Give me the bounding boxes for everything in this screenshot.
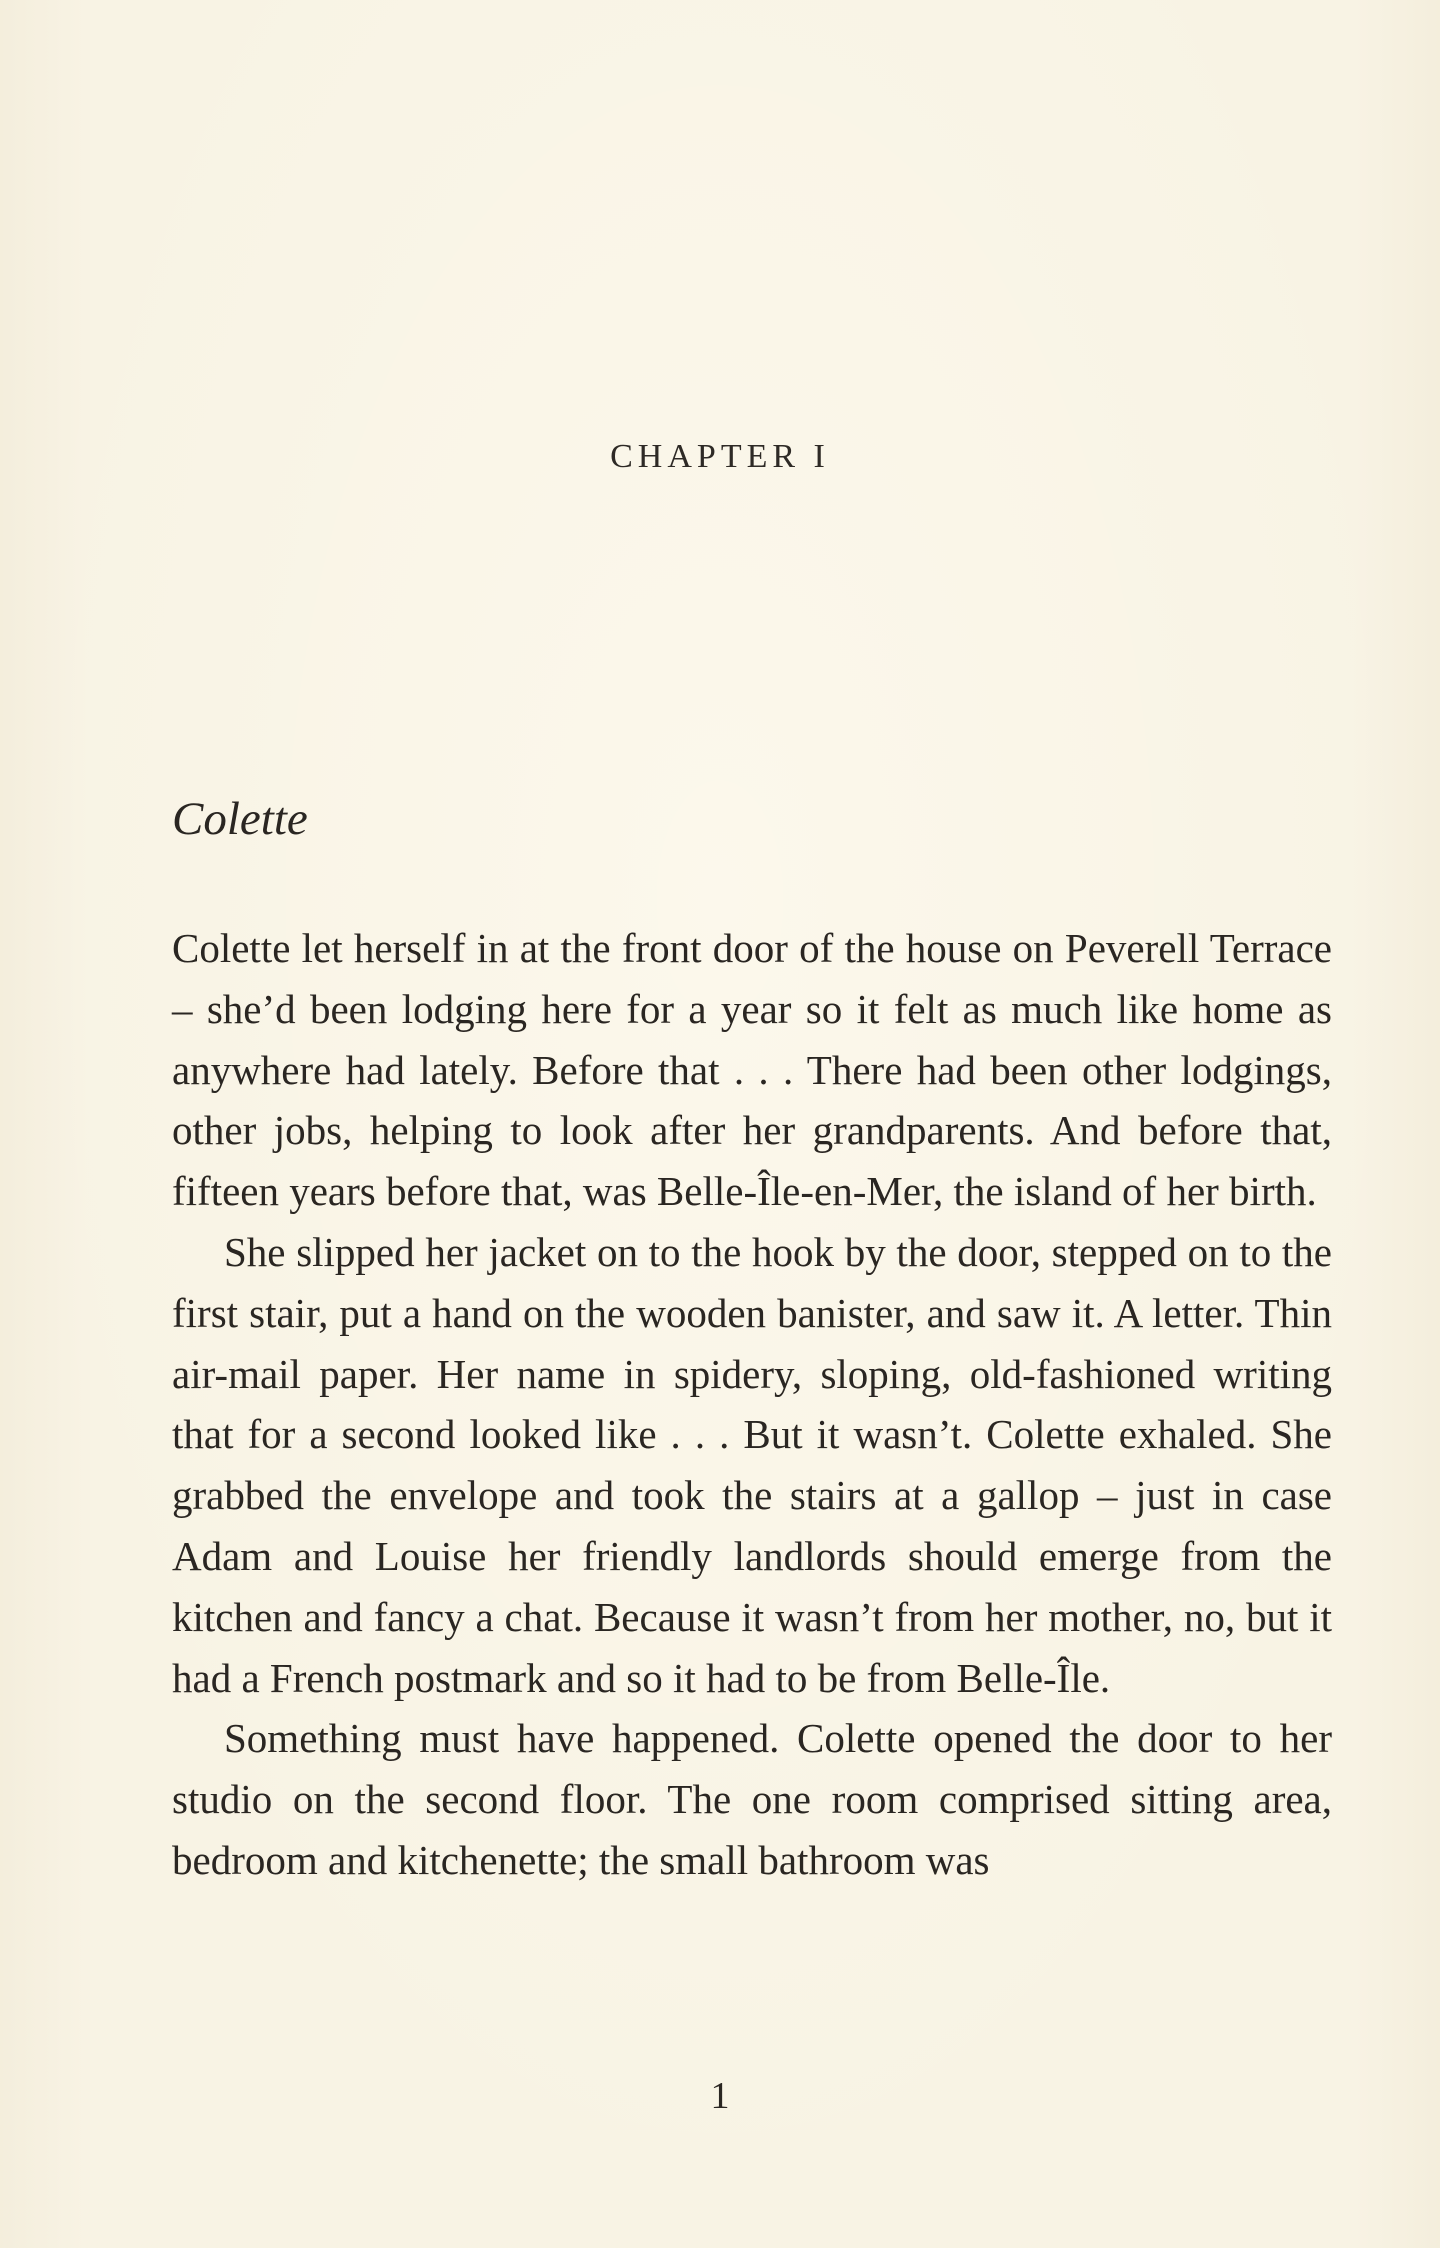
paragraph-3: Something must have happened. Colette opened the door to her studio on the second floor. The one room comprised sitting area, bedroom and kitchenette; the small bathroom was bbox=[172, 1715, 1332, 1883]
chapter-heading: CHAPTER I bbox=[610, 438, 830, 475]
paragraph-1: Colette let herself in at the front door of the house on Peverell Terrace – she’d been lodging here for a year so it felt as much like home as anywhere had lately. Before that . . . There had been other lodgings, other jobs, helping to look after her grandparents. And before that, fifteen years before that, was Belle-Île-en-Mer, the island of her birth. bbox=[172, 925, 1332, 1215]
body-text bbox=[172, 918, 1332, 1891]
page-number: 1 bbox=[710, 2075, 730, 2117]
section-title: Colette bbox=[172, 793, 308, 845]
paragraph-2: She slipped her jacket on to the hook by the door, stepped on to the first stair, put a hand on the wooden banister, and saw it. A letter. Thin air-mail paper. Her name in spidery, sloping, old-fashioned writing that for a second looked like . . . But it wasn’t. Colette exhaled. She grabbed the envelope and took the stairs at a gallop – just in case Adam and Louise her friendly landlords should emerge from the kitchen and fancy a chat. Because it wasn’t from her mother, no, but it had a French postmark and so it had to be from Belle-Île. bbox=[172, 1228, 1332, 1701]
